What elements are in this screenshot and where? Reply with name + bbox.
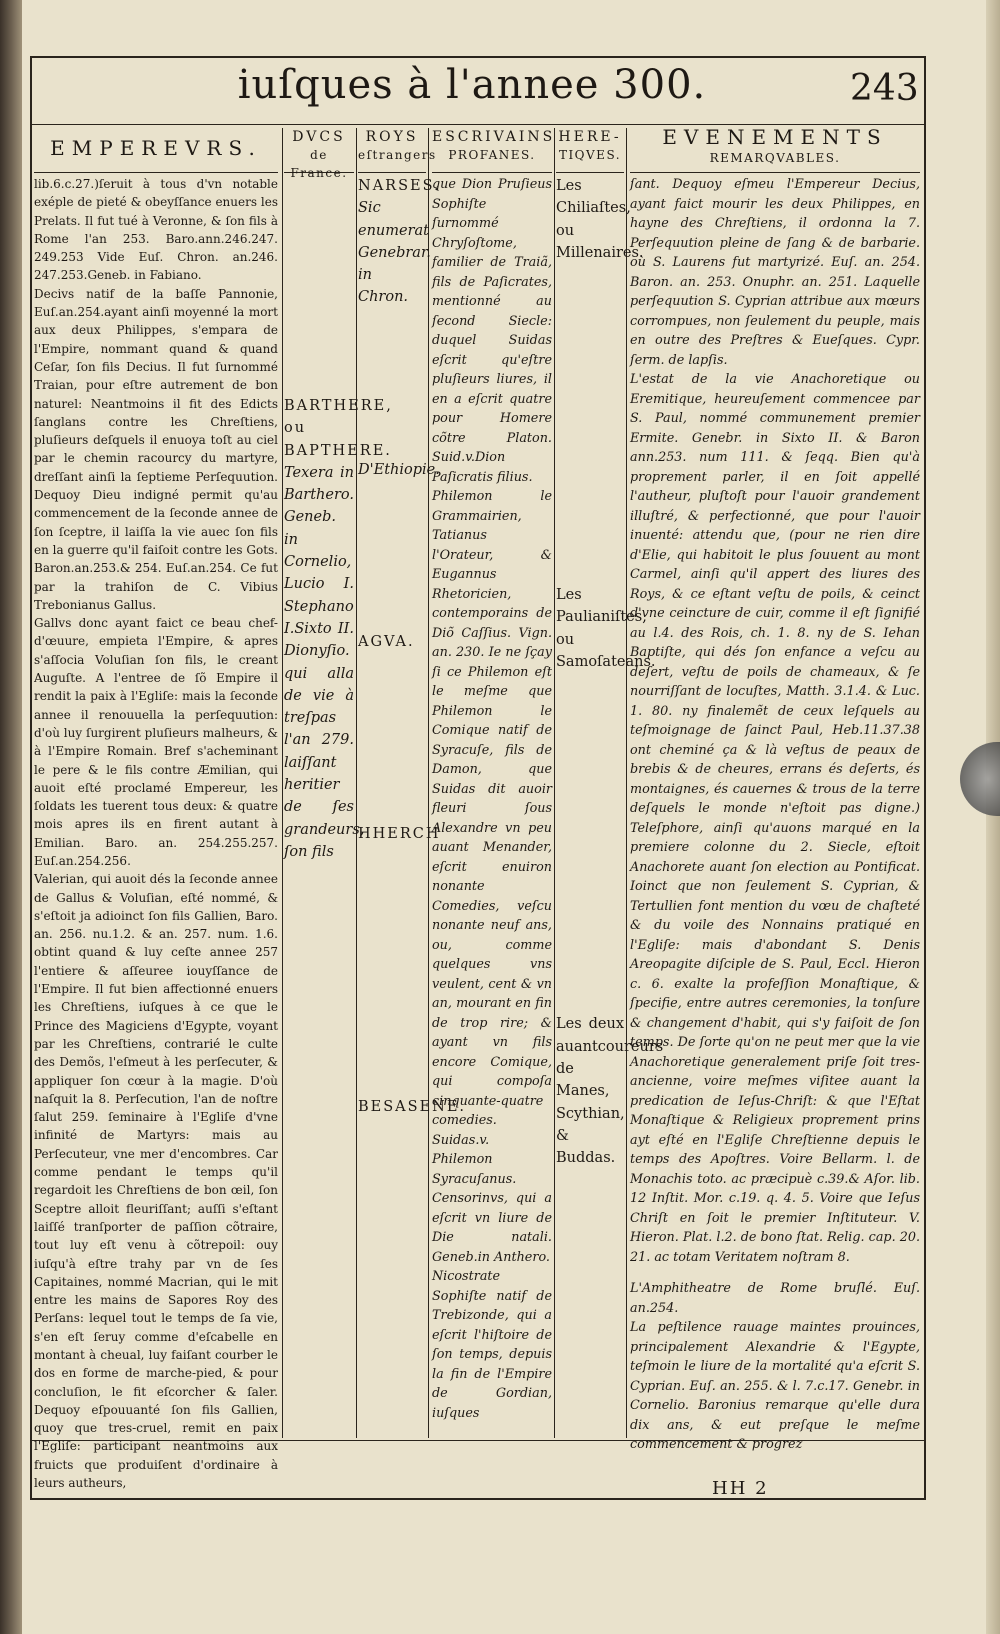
entry-name: NARSES. <box>358 178 441 194</box>
heading-subtext: REMARQVABLES. <box>709 151 841 165</box>
entry-name: BARTHERE, ou BAPTHERE. <box>284 398 393 459</box>
column-divider <box>626 128 627 1438</box>
heading-text: EVENEMENTS <box>662 125 888 149</box>
entry-text: Les Paulianiſtes, ou Samoſateans. <box>556 587 656 671</box>
paragraph: Censorinvs, qui a eſcrit vn liure de Die natali. Geneb.in Anthero. <box>432 1191 552 1265</box>
heading-subtext: eſtrangers <box>358 148 437 162</box>
column-heretics <box>556 128 664 1494</box>
entry-name: HHERCH <box>358 826 441 843</box>
heading-text: ROYS <box>365 129 419 145</box>
paragraph: Decivs natif de la baſſe Pannonie, Euſ.an.254.ayant ainſi moyenné la mort aux deux Philippes, s'empara de l'Empire, nommant quand & quand Ceſar, ſon fils Decius. Il fut ſurnommé Traian, pour eſtre autrement de bon naturel: Neantmoins il fit des Edicts ſanglans contre les Chreſtiens, pluſieurs deſquels il enuoya toſt au ciel par le chemin racourcy du martyre, dreſſant ainſi la ſeptieme Perſequution. Dequoy Dieu indigné permit qu'au commencement de la ſeconde annee de ſon ſceptre, il laiſſa la vie auec ſon fils en la guerre qu'il faiſoit contre les Gots. Baron.an.253.& 254. Euſ.an.254. Ce fut par la trahiſon de C. Vibius Trebonianus Gallus. <box>34 286 278 612</box>
paragraph: lib.6.c.27.)ſeruit à tous d'vn notable exéple de pieté & obeyſſance enuers les Prelats. Il fut tué à Veronne, & ſon fils à Rome l'an 253. Baro.ann.246.247. 249.253 Vide Euſ. Chron. an.246. 247.253.Geneb. in Fabiano. <box>34 177 278 283</box>
paragraph: ſant. Dequoy eſmeu l'Empereur Decius, ayant faict mourir les deux Philippes, en hayne des Chreſtiens, il ordonna la 7. Perſequution pleine de ſang & de barbarie. où S. Laurens fut martyrizé. Euſ. an. 254. Baron. an. 253. Onuphr. an. 251. Laquelle perſequution S. Cyprian attribue aux mœurs corrompues, non ſeulement du peuple, mais en outre des Preſtres & Eueſques. Cypr. ſerm. de lapſis. <box>630 177 920 368</box>
heading-text: DVCS <box>292 129 346 145</box>
column-heading <box>432 128 556 173</box>
running-head: iuſques à l'annee 300. <box>237 62 707 108</box>
page-number: 243 <box>850 68 919 109</box>
bookmark-clip <box>960 742 1000 816</box>
column-divider <box>428 128 429 1438</box>
entry-name: AGVA. <box>358 634 415 651</box>
heading-text: HERE- <box>558 129 622 145</box>
paragraph: Nicostrate Sophiſte natif de Trebizonde, qui a eſcrit l'hiſtoire de ſon temps, depuis la fin de l'Empire de Gordian, iuſques <box>432 1269 552 1421</box>
column-heading: EMPEREVRS. <box>34 128 278 173</box>
paragraph: Philemon le Grammairien, Tatianus l'Orateur, & Eugannus Rhetoricien, contemporains de Diõ Caſſius. Vign. an. 230. Ie ne ſçay ſi ce Philemon eſt le meſme que Philemon le Comique natif de Syracuſe, fils de Damon, que Suidas dit auoir fleuri ſous Alexandre vn peu auant Menander, eſcrit enuiron nonante Comedies, veſcu nonante neuf ans, ou, comme quelques vns veulent, cent & vn an, mourant en fin de trop rire; & ayant vn fils encore Comique, qui compoſa cinquante-quatre comedies. Suidas.v. Philemon Syracuſanus. <box>432 489 552 1187</box>
signature-mark: HH 2 <box>712 1478 769 1499</box>
column-heading <box>284 128 354 180</box>
column-kings <box>358 128 467 1494</box>
entry-text: Les Chiliaſtes, ou Millenaires. <box>556 178 644 261</box>
column-heading <box>630 125 920 173</box>
paragraph: que Dion Pruſieus Sophiſte ſurnommé Chryſoſtome, familier de Traiã, fils de Paſicrates, mentionné au ſecond Siecle: duquel Suidas eſcrit qu'eſtre pluſieurs liures, il en a eſcrit quatre pour Homere cõtre Platon. Suid.v.Dion Paſicratis filius. <box>432 177 552 485</box>
book-page <box>22 0 1000 1634</box>
column-divider <box>282 128 283 1438</box>
column-divider <box>554 128 555 1438</box>
heading-text: ESCRIVAINS <box>432 129 556 145</box>
heading-subtext: de France. <box>290 148 348 180</box>
entry-name: D'Ethiopie. <box>358 461 440 478</box>
entry-text: Les deux auantcoureurs de Manes, Scythian, & Buddas. <box>556 1016 664 1167</box>
column-divider <box>356 128 357 1438</box>
paragraph: Valerian, qui auoit dés la ſeconde annee de Gallus & Voluſian, eſté nommé, & s'eſtoit ja adioinct ſon fils Gallien, Baro. an. 256. nu.1.2. & an. 257. num. 1.6. obtint quand & luy ceſte annee 257 l'entiere & aſſeuree iouyſſance de l'Empire. Il fut bien affectionné enuers les Chreſtiens, iuſques à ce que le Prince des Magiciens d'Egypte, voyant par les Chreſtiens, contrarié le culte des Demõs, l'eſmeut à les perſecuter, & appliquer ſon cœur à la magie. D'où naſquit la 8. Perſecution, l'an de noſtre ſalut 259. ſeminaire à l'Egliſe d'vne infinité de Martyrs: mais au Perſecuteur, vne mer d'encombres. Car comme pendant le temps qu'il regardoit les Chreſtiens de bon œil, ſon Sceptre alloit fleuriſſant; auſſi s'eſtant laiſſé tranſporter de paſſion cõtraire, tout luy eſt venu à cõtrepoil: ouy iuſqu'à eſtre trahy par vn de ſes Capitaines, nommé Macrian, qui le mit entre les mains de Sapores Roy des Perſans: lequel tout le temps de ſa vie, s'en eſt ſeruy comme d'eſcabelle en montant à cheual, luy faiſant courber le dos en forme de marche-pied, & pour concluſion, le fit eſcorcher & ſaler. Dequoy eſpouuanté ſon fils Gallien, quoy que tres-cruel, remit en paix l'Egliſe: participant neantmoins aux fruicts que produiſent d'ordinaire à leurs autheurs, <box>34 872 278 1491</box>
heading-subtext: TIQVES. <box>558 148 622 162</box>
column-writers <box>432 128 556 1494</box>
column-heading <box>556 128 624 173</box>
column-emperors <box>34 128 278 1494</box>
paragraph: L'Amphitheatre de Rome bruſlé. Euſ. an.254. <box>630 1281 920 1316</box>
paragraph: Gallvs donc ayant faict ce beau chef-d'œuure, empieta l'Empire, & apres s'aſſocia Voluſian ſon fils, le creant Auguſte. A l'entree de ſõ Empire il rendit la paix à l'Egliſe: mais la ſeconde annee il renouuella la perſequution: d'où luy ſurgirent pluſieurs malheurs, & à l'Empire Romain. Bref s'acheminant le pere & le fils contre Æmilian, qui auoit eſté proclamé Empereur, les ſoldats les tuerent tous deux: & quatre mois apres ils en firent autant à Emilian. Baro. an. 254.255.257. Euſ.an.254.256. <box>34 616 278 868</box>
paragraph: La peſtilence rauage maintes prouinces, principalement Alexandrie & l'Egypte, teſmoin le liure de la mortalité qu'a eſcrit S. Cyprian. Euſ. an. 255. & l. 7.c.17. Genebr. in Cornelio. Baronius remarque qu'elle dura dix ans, & eut preſque le meſme commencement & progrez <box>630 1320 920 1452</box>
footer-rule <box>30 1440 924 1441</box>
column-heading <box>358 128 437 173</box>
paragraph: L'estat de la vie Anachoretique ou Eremitique, heureuſement commencee par S. Paul, nommé communement premier Ermite. Genebr. in Sixto II. & Baron ann.253. num 111. & ſeqq. Bien qu'à proprement parler, il en ſoit appellé l'autheur, pluſtoſt pour l'auoir grandement illuſtré, & perfectionné, que pour l'auoir inuenté: attendu que, (pour ne rien dire d'Elie, qui habitoit le plus ſouuent au mont Carmel, ainſi qu'il appert des liures des Roys, & ce eſtant veſtu de poils, & ceinct d'vne ceincture de cuir, comme il eſt ſignifié au l.4. des Rois, ch. 1. 8. ny de S. Iehan Baptiſte, qui dés ſon enfance a veſcu au deſert, veſtu de poils de chameaux, & ſe nourriſſant de locuſtes, Matth. 3.1.4. & Luc. 1. 80. ny finalemẽt de ceux leſquels au teſmoignage de ſainct Paul, Heb.11.37.38 ont cheminé ça & là veſtus de peaux de brebis & de cheures, errans és deſerts, és montaignes, és cauernes & trous de la terre deſquels le monde n'eſtoit pas digne.) Teleſphore, ainſi qu'auons marqué en la premiere colonne du 2. Siecle, eſtoit Anachorete auant ſon election au Pontificat. Ioinct que non ſeulement S. Cyprian, & Tertullien font mention du vœu de chaſteté & du voile des Nonnains pratiqué en l'Egliſe: mais d'abondant S. Denis Areopagite diſciple de S. Paul, Eccl. Hieron c. 6. exalte la profeſſion Monaſtique, & ſpecifie, entre autres ceremonies, la tonſure & changement d'habit, qui s'y faiſoit de ſon temps. De ſorte qu'on ne peut mer que la vie Anachoretique generalement priſe ſoit tres-ancienne, voire meſmes viſitee auant la predication de Ieſus-Chriſt: & que l'Eſtat Monaſtique & Religieux proprement prins ayt eſté en l'Egliſe Chreſtienne depuis le temps des Apoſtres. Voire Bellarm. l. de Monachis toto. ac præcipuè c.39.& Aſor. lib. 12 Inſtit. Mor. c.19. q. 4. 5. Voire que Ieſus Chriſt en ſoit le premier Inſtituteur. V. Hieron. Plat. l.2. de bono ſtat. Relig. cap. 20. 21. ac totam Veritatem noſtram 8. <box>630 372 920 1265</box>
entry-text: Texera in Barthero. Geneb. in Cornelio, Lucio I. Stephano I.Sixto II. Dionyſio. qui alla de vie à treſpas l'an 279. laiſſant heritier de ſes grandeurs, ſon fils <box>284 464 365 860</box>
heading-subtext: PROFANES. <box>448 148 536 162</box>
column-events <box>630 125 920 1494</box>
entry-text: Sic enumerat Genebrar. in Chron. <box>358 200 431 306</box>
page-edge <box>986 0 1000 1634</box>
entry-name: BESASENE. <box>358 1098 467 1115</box>
